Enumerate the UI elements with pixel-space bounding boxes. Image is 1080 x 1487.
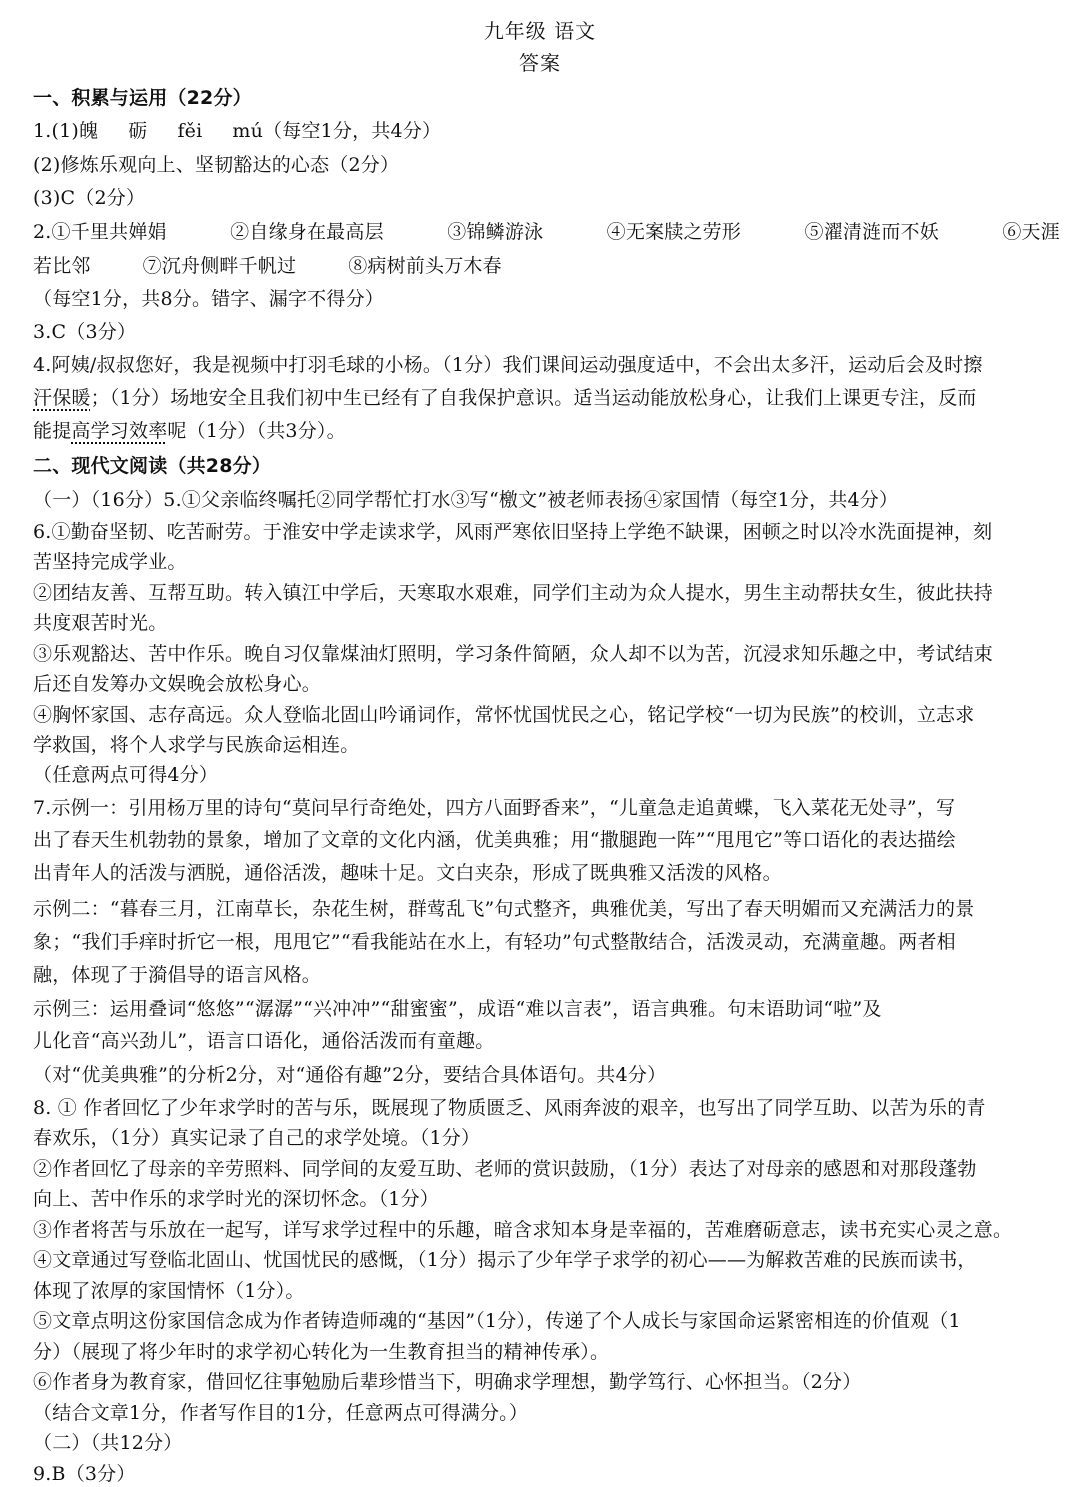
- q1-c: fěi: [177, 120, 203, 142]
- q7-line: 象；“我们手痒时折它一根，甩甩它”“看我能站在水上，有轻功”句式整散结合，活泼灵动，充满童趣。两者相: [33, 931, 956, 953]
- q7-line: 7.示例一：引用杨万里的诗句“莫问早行奇绝处，四方八面野香来”，“儿童急走追黄蝶，飞入菜花无处寻”，写: [33, 797, 956, 819]
- q4-line-3: [33, 419, 1060, 443]
- q8-line: 8. ① 作者回忆了少年求学时的苦与乐，既展现了物质匮乏、风雨奔波的艰辛，也写出了同学互助、以苦为乐的青: [33, 1097, 986, 1119]
- q1-line-3: (3)C（2分）: [33, 187, 146, 209]
- q2-item: ③锦鳞游泳: [447, 221, 544, 243]
- q8-note: （结合文章1分，作者写作目的1分，任意两点可得满分。）: [33, 1402, 529, 1424]
- q6-line: 学救国，将个人求学与民族命运相连。: [33, 734, 360, 756]
- q2-item: ⑦沉舟侧畔千帆过: [142, 255, 297, 277]
- q3-answer: 3.C（3分）: [33, 321, 137, 343]
- q6-line: ④胸怀家国、志存高远。众人登临北固山吟诵词作，常怀忧国忧民之心，铭记学校“一切为民族”的校训，立志求: [33, 704, 975, 726]
- q2-item: ②自缘身在最高层: [230, 221, 384, 243]
- q4-text: ；（1分）场地安全且我们初中生已经有了自我保护意识。适当运动能放松身心，让我们上课更专注，反而: [90, 387, 977, 409]
- q1-b: 砺: [128, 120, 148, 142]
- q8-line: 春欢乐，（1分）真实记录了自己的求学处境。（1分）: [33, 1127, 481, 1149]
- q8-line: ⑥作者身为教育家，借回忆往事勉励后辈珍惜当下，明确求学理想，勤学笃行、心怀担当。（2分）: [33, 1371, 862, 1393]
- q8-line: 向上、苦中作乐的求学时光的深切怀念。（1分）: [33, 1188, 439, 1210]
- q6-line: ②团结友善、互帮互助。转入镇江中学后，天寒取水艰难，同学们主动为众人提水，男生主动帮扶女生，彼此扶持: [33, 582, 994, 604]
- q8-line: ②作者回忆了母亲的辛劳照料、同学间的友爱互助、老师的赏识鼓励，（1分）表达了对母亲的感恩和对那段蓬勃: [33, 1158, 977, 1180]
- q4-dotted-phrase: 高学习效率: [71, 420, 168, 442]
- q1-line-1: [33, 119, 1060, 143]
- q7-line: 示例二：“暮春三月，江南草长，杂花生树，群莺乱飞”句式整齐，典雅优美，写出了春天明媚而又充满活力的景: [33, 898, 975, 920]
- q4-line-1: 4.阿姨/叔叔您好，我是视频中打羽毛球的小杨。（1分）我们课间运动强度适中，不会出太多汗，运动后会及时擦: [33, 354, 983, 376]
- q7-note: （对“优美典雅”的分析2分，对“通俗有趣”2分，要结合具体语句。共4分）: [33, 1064, 667, 1086]
- section-heading-2: 二、现代文阅读（共28分）: [33, 455, 272, 477]
- q8-line: ③作者将苦与乐放在一起写，详写求学过程中的乐趣，暗含求知本身是幸福的，苦难磨砺意志，读书充实心灵之意。: [33, 1219, 1013, 1241]
- q7-line: 儿化音“高兴劲儿”，语言口语化，通俗活泼而有童趣。: [33, 1030, 495, 1052]
- q6-line: 后还自发筹办文娱晚会放松身心。: [33, 673, 322, 695]
- q6-line: 共度艰苦时光。: [33, 612, 168, 634]
- q2-item: 2.①千里共婵娟: [33, 221, 167, 243]
- q4-dotted-phrase: 汗保暖: [33, 387, 91, 409]
- q5-answer: （一）（16分）5.①父亲临终嘱托②同学帮忙打水③写“檄文”被老师表扬④家国情（每空1分，共4分）: [33, 489, 899, 511]
- q2-item: ④无案牍之劳形: [606, 221, 742, 243]
- q4-text: 能提: [33, 420, 72, 442]
- q8-line: 体现了浓厚的家国情怀（1分）。: [33, 1280, 305, 1302]
- q6-line: 6.①勤奋坚韧、吃苦耐劳。于淮安中学走读求学，风雨严寒依旧坚持上学绝不缺课，困顿之时以冷水洗面提神，刻: [33, 521, 993, 543]
- q2-item: ⑧病树前头万木春: [348, 255, 502, 277]
- q8-line: 分）（展现了将少年时的求学初心转化为一生教育担当的精神传承）。: [33, 1341, 610, 1363]
- q7-line: 出了春天生机勃勃的景象，增加了文章的文化内涵，优美典雅；用“撒腿跑一阵”“甩甩它”等口语化的表达描绘: [33, 829, 956, 851]
- q7-line: 融，体现了于漪倡导的语言风格。: [33, 964, 322, 986]
- q6-line: ③乐观豁达、苦中作乐。晚自习仅靠煤油灯照明，学习条件简陋，众人却不以为苦，沉浸求知乐趣之中，考试结束: [33, 643, 994, 665]
- q8-line: ⑤文章点明这份家国信念成为作者铸造师魂的“基因”（1分），传递了个人成长与家国命运紧密相连的价值观（1: [33, 1310, 961, 1332]
- q2-item: 若比邻: [33, 255, 91, 277]
- q2-item: ⑥天涯: [1002, 221, 1060, 243]
- q2-note: （每空1分，共8分。错字、漏字不得分）: [33, 288, 384, 310]
- q1-a: 1.(1)魄: [33, 120, 99, 142]
- q2-item: ⑤濯清涟而不妖: [804, 221, 939, 243]
- q1-d: mú（每空1分，共4分）: [232, 120, 442, 142]
- q7-line: 出青年人的活泼与洒脱，通俗活泼，趣味十足。文白夹杂，形成了既典雅又活泼的风格。: [33, 862, 782, 884]
- q1-line-2: (2)修炼乐观向上、坚韧豁达的心态（2分）: [33, 154, 400, 176]
- q6-line: 苦坚持完成学业。: [33, 551, 187, 573]
- part-2-heading: （二）（共12分）: [33, 1432, 183, 1454]
- q2-line-2: [33, 254, 1060, 278]
- document-subtitle: 答案: [519, 51, 561, 75]
- q7-line: 示例三：运用叠词“悠悠”“潺潺”“兴冲冲”“甜蜜蜜”，成语“难以言表”，语言典雅。句末语助词“啦”及: [33, 998, 882, 1020]
- q4-text: 呢（1分）（共3分）。: [167, 420, 346, 442]
- q8-line: ④文章通过写登临北固山、忧国忧民的感慨，（1分）揭示了少年学子求学的初心——为解救苦难的民族而读书，: [33, 1249, 977, 1271]
- q9-answer: 9.B（3分）: [33, 1463, 136, 1485]
- q2-line-1: [33, 220, 1060, 244]
- document-title: 九年级 语文: [483, 19, 597, 43]
- q4-line-2: [33, 386, 1060, 410]
- q6-note: （任意两点可得4分）: [33, 764, 219, 786]
- section-heading-1: 一、积累与运用（22分）: [33, 87, 252, 109]
